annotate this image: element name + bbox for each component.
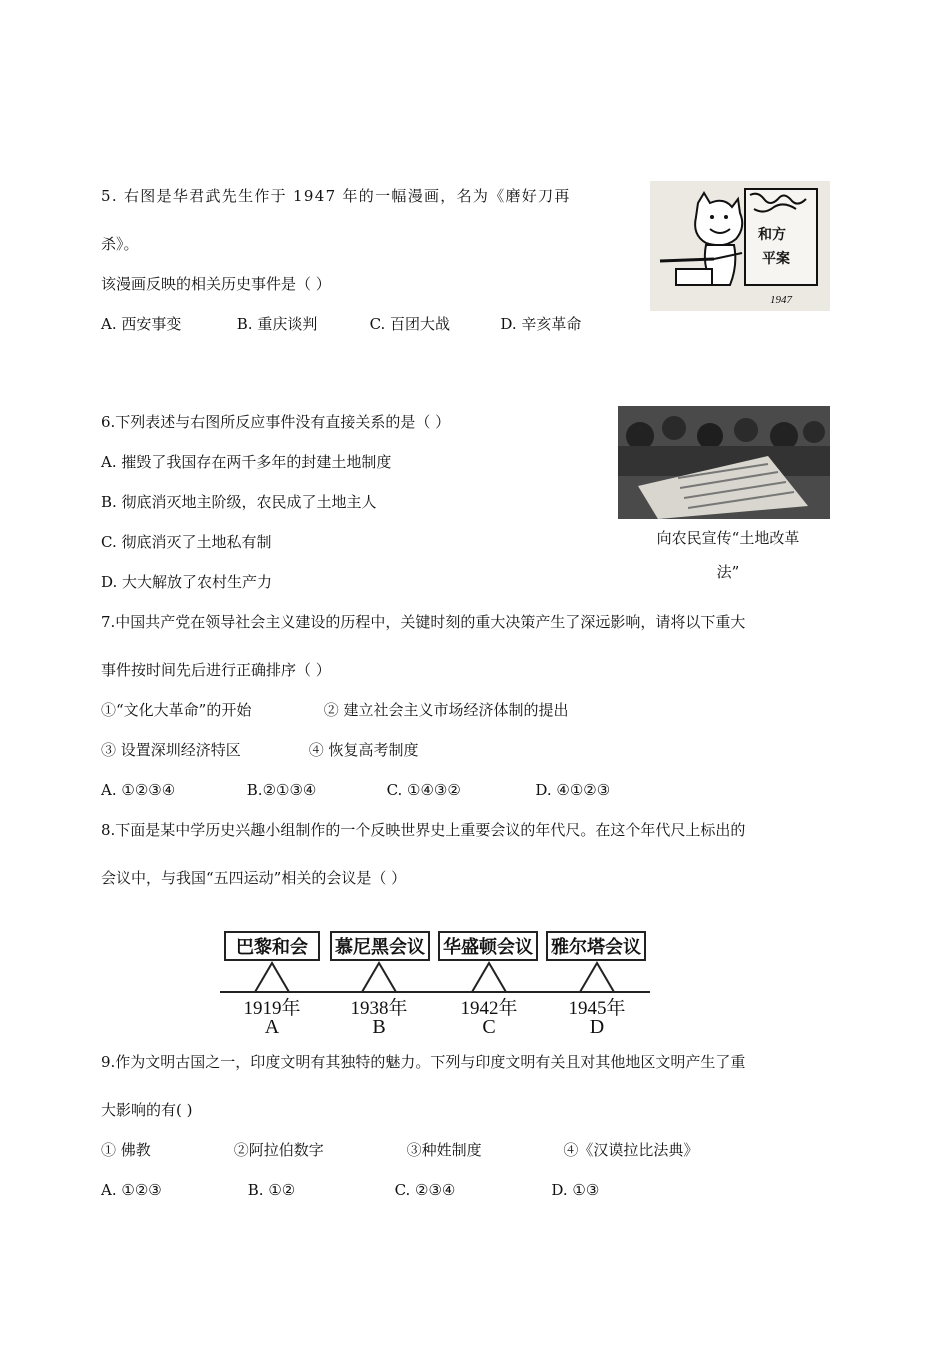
- timeline-label-munich: 慕尼黑会议: [330, 931, 430, 961]
- q7-options: [101, 780, 610, 800]
- q5-prompt: 该漫画反映的相关历史事件是（ ）: [101, 275, 331, 293]
- conference-timeline: [220, 926, 650, 1038]
- cartoon-image: [650, 181, 830, 311]
- q9-item-3: ③种姓制度: [406, 1141, 482, 1159]
- q5-option-b: B. 重庆谈判: [236, 315, 318, 333]
- q7-stem-line1: 7.中国共产党在领导社会主义建设的历程中，关键时刻的重大决策产生了深远影响，请将以下重大: [101, 613, 746, 631]
- q7-stem-line2: 事件按时间先后进行正确排序（ ）: [101, 661, 331, 679]
- q6-option-c: C. 彻底消灭了土地私有制: [101, 533, 272, 551]
- timeline-label-washington: 华盛顿会议: [438, 931, 538, 961]
- q7-items-row2: [101, 740, 419, 760]
- q6-option-d: D. 大大解放了农村生产力: [101, 573, 273, 591]
- cartoon-poster-text-2: 平案: [762, 251, 790, 267]
- q7-option-d: D. ④①②③: [535, 781, 611, 799]
- timeline-letter-d: D: [589, 1016, 605, 1038]
- q7-item-4: ④ 恢复高考制度: [308, 741, 419, 759]
- q6-option-b: B. 彻底消灭地主阶级，农民成了土地主人: [101, 493, 377, 511]
- photo-caption-line1: 向农民宣传“土地改革: [656, 529, 800, 547]
- q8-stem-line1: 8.下面是某中学历史兴趣小组制作的一个反映世界史上重要会议的年代尺。在这个年代尺上标出的: [101, 821, 746, 839]
- timeline-year-c: 1942年: [460, 998, 518, 1019]
- q9-options: [101, 1180, 599, 1200]
- q9-option-a: A. ①②③: [101, 1181, 162, 1199]
- q9-stem-line2: 大影响的有( ): [101, 1101, 193, 1119]
- timeline-letter-a: A: [264, 1016, 280, 1038]
- q9-option-d: D. ①③: [551, 1181, 600, 1199]
- timeline-letter-b: B: [372, 1016, 386, 1038]
- timeline-year-d: 1945年: [568, 998, 626, 1019]
- timeline-letter-c: C: [482, 1016, 496, 1038]
- q9-item-2: ②阿拉伯数字: [233, 1141, 324, 1159]
- photo-caption-line2: 法”: [716, 563, 740, 581]
- q7-option-c: C. ①④③②: [386, 781, 461, 799]
- timeline-label-paris: 巴黎和会: [224, 931, 320, 961]
- land-reform-photo: [618, 406, 830, 519]
- q8-stem-line2: 会议中，与我国“五四运动”相关的会议是（ ）: [101, 869, 407, 887]
- timeline-year-a: 1919年: [243, 998, 301, 1019]
- q9-item-1: ① 佛教: [101, 1141, 151, 1159]
- q5-option-c: C. 百团大战: [369, 315, 451, 333]
- q9-option-b: B. ①②: [247, 1181, 296, 1199]
- timeline-label-yalta: 雅尔塔会议: [546, 931, 646, 961]
- q9-option-c: C. ②③④: [394, 1181, 456, 1199]
- q9-items: [101, 1140, 698, 1160]
- timeline-year-b: 1938年: [350, 998, 408, 1019]
- q6-option-a: A. 摧毁了我国存在两千多年的封建土地制度: [101, 453, 392, 471]
- q7-option-b: B.②①③④: [246, 781, 317, 799]
- q5-options: [101, 314, 581, 334]
- q6-stem: 6.下列表述与右图所反应事件没有直接关系的是（ ）: [101, 413, 451, 431]
- q5-stem-line1: 5. 右图是华君武先生作于 1947 年的一幅漫画，名为《磨好刀再: [101, 187, 571, 205]
- q5-option-d: D. 辛亥革命: [500, 315, 582, 333]
- q7-items-row1: [101, 700, 569, 720]
- q7-item-2: ② 建立社会主义市场经济体制的提出: [323, 701, 569, 719]
- q7-item-3: ③ 设置深圳经济特区: [101, 741, 241, 759]
- q7-item-1: ①“文化大革命”的开始: [101, 701, 252, 719]
- cartoon-poster-text-1: 和方: [758, 227, 786, 243]
- q7-option-a: A. ①②③④: [101, 781, 176, 799]
- q5-stem-line2: 杀》。: [101, 235, 139, 253]
- q5-option-a: A. 西安事变: [101, 315, 182, 333]
- q9-item-4: ④《汉谟拉比法典》: [563, 1141, 699, 1159]
- cartoon-date: 1947: [770, 294, 792, 306]
- q9-stem-line1: 9.作为文明古国之一，印度文明有其独特的魅力。下列与印度文明有关且对其他地区文明产生了重: [101, 1053, 746, 1071]
